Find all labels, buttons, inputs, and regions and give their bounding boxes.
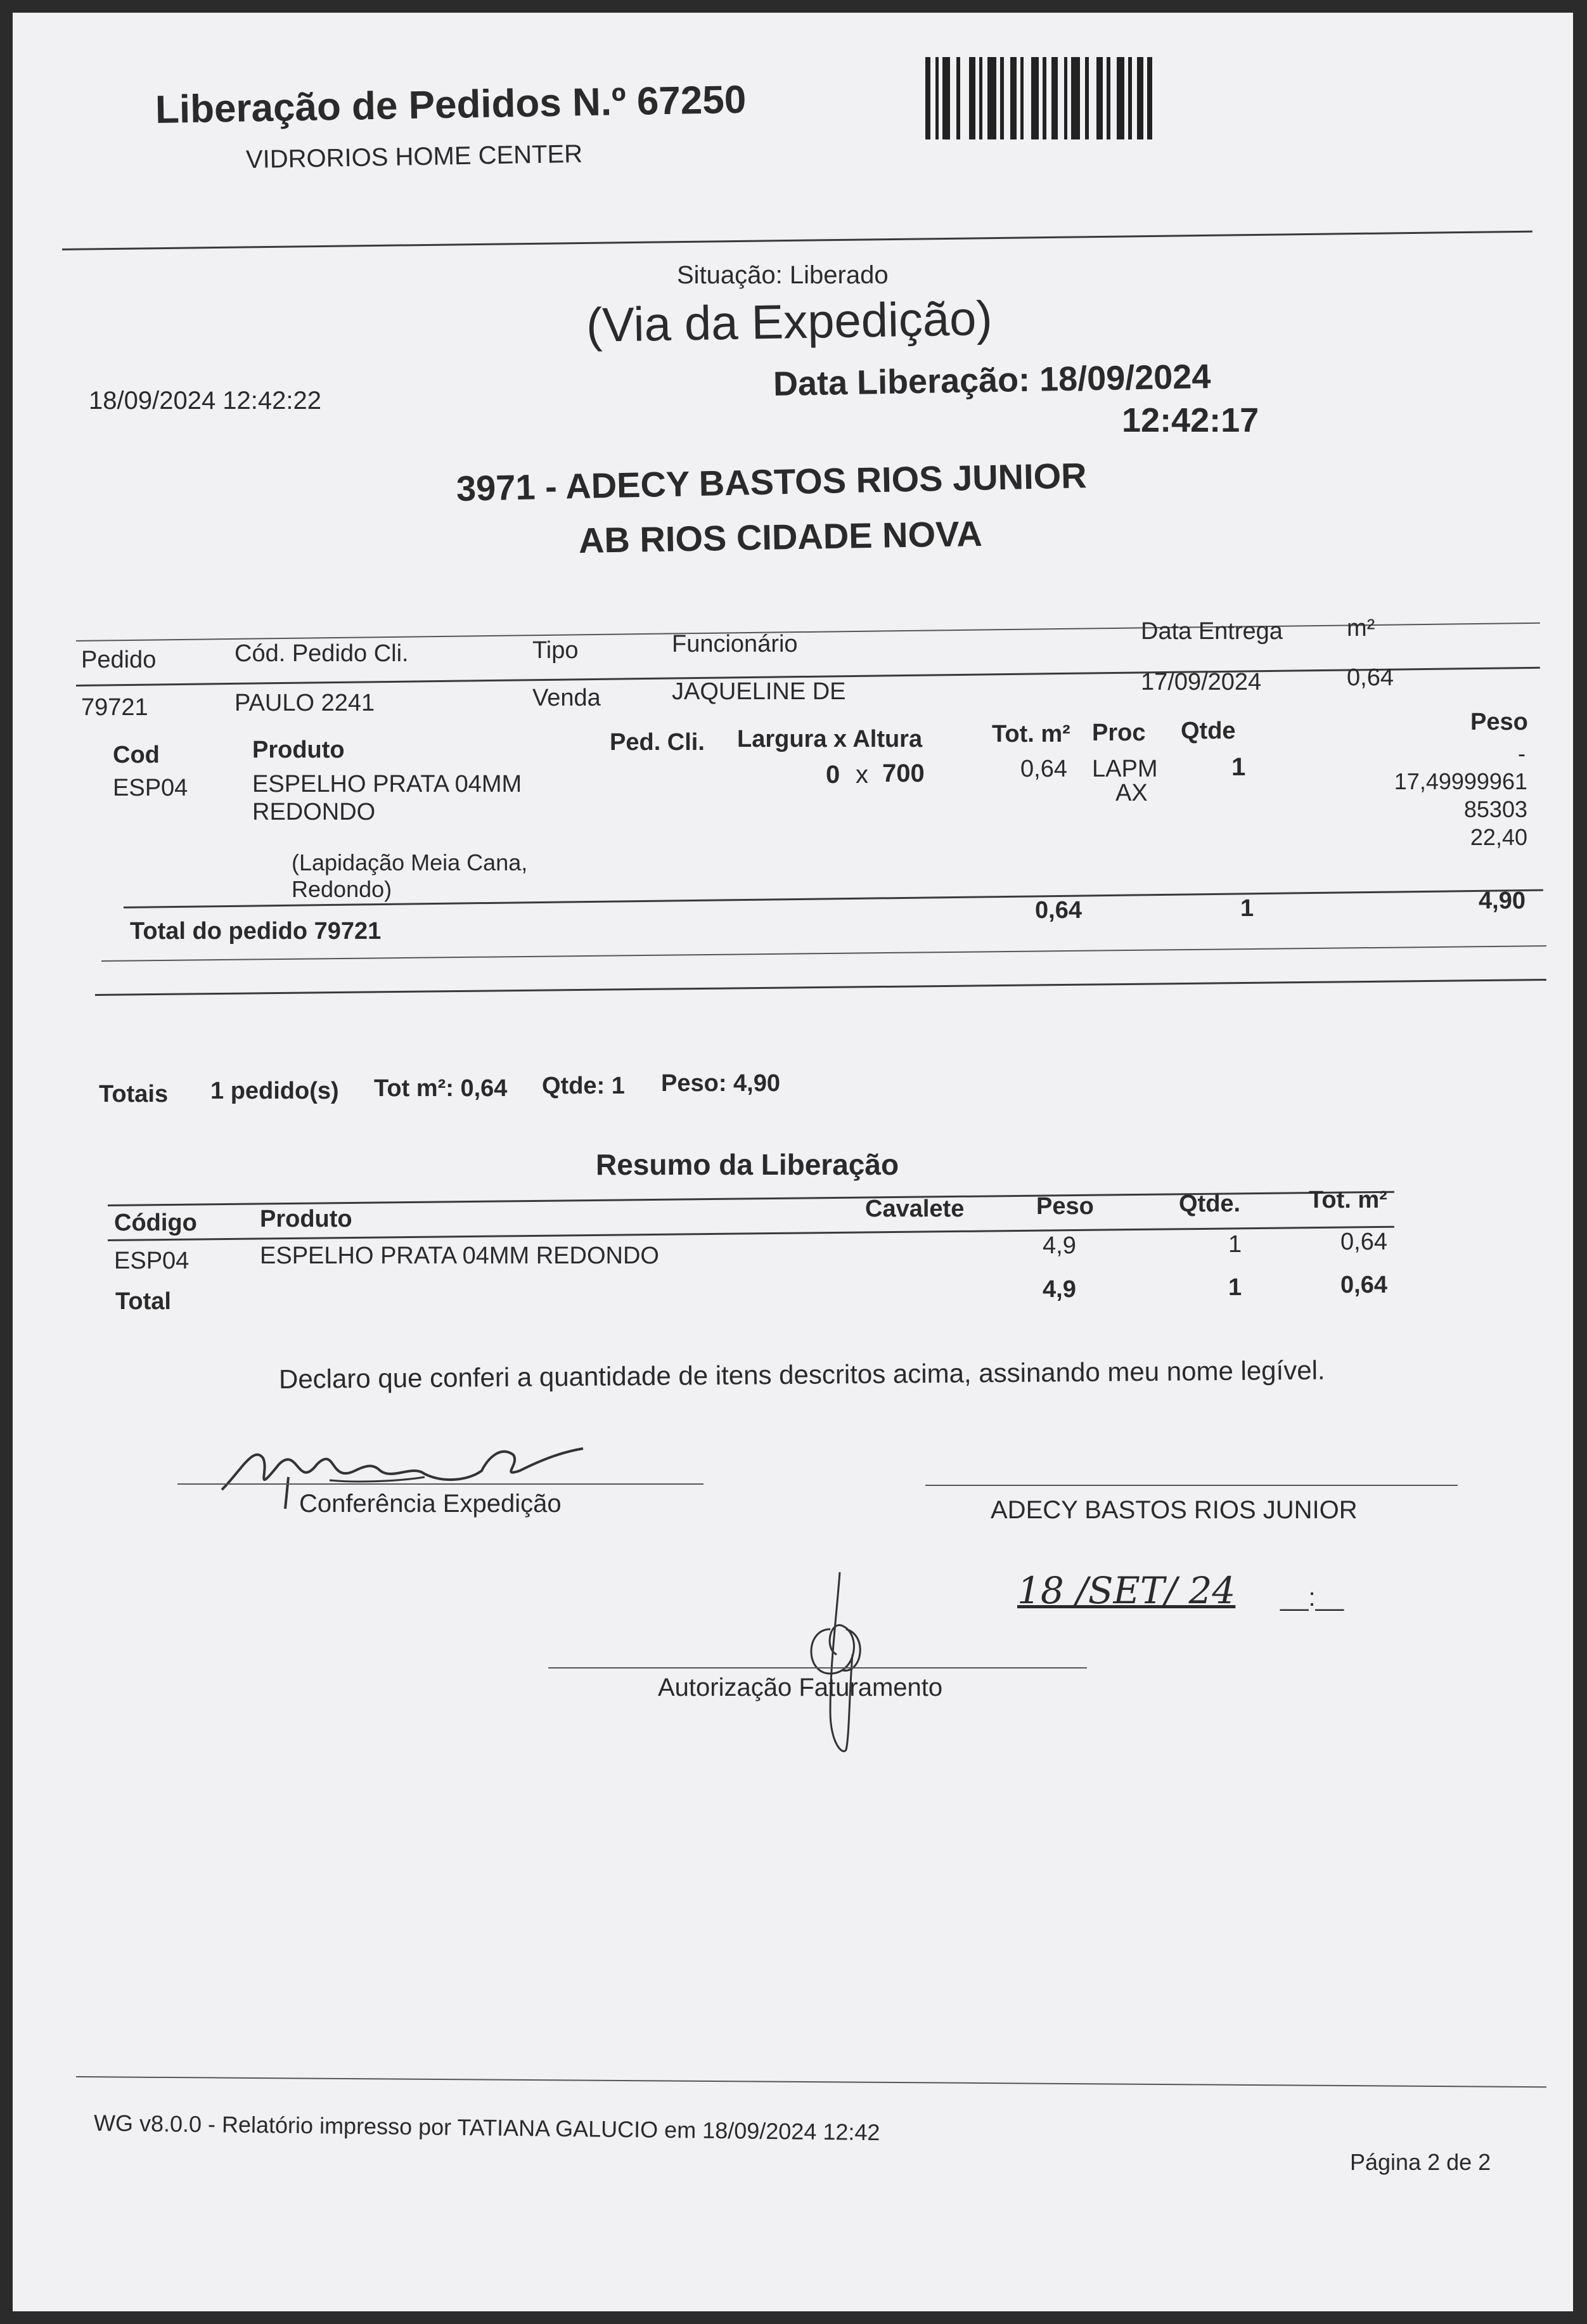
item-totm2-header: Tot. m² xyxy=(992,721,1070,747)
summary-row-product: ESPELHO PRATA 04MM REDONDO xyxy=(260,1243,659,1269)
item-cod-header: Cod xyxy=(113,742,160,768)
client-store: AB RIOS CIDADE NOVA xyxy=(578,513,983,560)
summary-title: Resumo da Liberação xyxy=(596,1148,899,1181)
item-obs-line2: Redondo) xyxy=(292,876,392,902)
summary-cavalete-header: Cavalete xyxy=(865,1196,965,1222)
item-height: 700 xyxy=(882,759,925,787)
item-peso-header: Peso xyxy=(1470,709,1528,735)
order-client-code: PAULO 2241 xyxy=(235,690,375,716)
order-m2: 0,64 xyxy=(1347,664,1394,691)
order-number: 79721 xyxy=(81,694,148,721)
summary-row-weight: 4,9 xyxy=(1043,1232,1076,1259)
client-signature-line xyxy=(925,1485,1458,1486)
declaration-text: Declaro que conferi a quantidade de itens descritos acima, assinando meu nome legível. xyxy=(278,1355,1325,1394)
item-code: ESP04 xyxy=(113,775,188,801)
item-proc-header: Proc xyxy=(1092,720,1146,746)
totals-orders: 1 pedido(s) xyxy=(210,1078,339,1104)
summary-row-qty: 1 xyxy=(1228,1231,1242,1258)
order-total-label: Total do pedido 79721 xyxy=(130,918,382,945)
item-obs-line1: (Lapidação Meia Cana, xyxy=(292,849,528,875)
page-number: Página 2 de 2 xyxy=(1350,2149,1491,2175)
authorization-signature-line xyxy=(548,1667,1087,1669)
col-pedido-header: Pedido xyxy=(81,647,157,673)
summary-produto-header: Produto xyxy=(260,1206,352,1232)
print-datetime: 18/09/2024 12:42:22 xyxy=(89,387,322,415)
totals-qty: Qtde: 1 xyxy=(542,1073,625,1099)
order-total-peso: 4,90 xyxy=(1479,888,1526,914)
order-total-qty: 1 xyxy=(1240,895,1254,922)
col-tipo-header: Tipo xyxy=(532,637,579,664)
footer-rule xyxy=(76,2076,1546,2088)
status-text: Situação: Liberado xyxy=(677,261,889,289)
summary-qtde-header: Qtde. xyxy=(1179,1191,1241,1217)
item-qty: 1 xyxy=(1231,753,1246,781)
order-total-m2: 0,64 xyxy=(1035,897,1082,924)
client-signature-name: ADECY BASTOS RIOS JUNIOR xyxy=(991,1496,1358,1524)
item-totm2: 0,64 xyxy=(1020,756,1067,782)
order-section-bottom-rule xyxy=(95,979,1546,996)
summary-total-label: Total xyxy=(115,1288,171,1315)
item-dimensions-header: Largura x Altura xyxy=(737,726,923,752)
order-delivery-date: 17/09/2024 xyxy=(1141,669,1262,695)
footer-printed-by: WG v8.0.0 - Relatório impresso por TATIANA GALUCIO em 18/09/2024 12:42 xyxy=(93,2110,880,2146)
col-cod-pedido-cli-header: Cód. Pedido Cli. xyxy=(235,640,409,667)
via-label: (Via da Expedição) xyxy=(586,291,993,352)
conference-label: Conferência Expedição xyxy=(299,1490,562,1518)
summary-row-m2: 0,64 xyxy=(1340,1229,1387,1255)
release-time: 12:42:17 xyxy=(1122,401,1259,439)
item-peso-line2: 17,49999961 xyxy=(1394,768,1527,794)
summary-total-qty: 1 xyxy=(1228,1274,1242,1301)
col-funcionario-header: Funcionário xyxy=(672,631,798,657)
document-page xyxy=(13,13,1573,2311)
summary-peso-header: Peso xyxy=(1036,1193,1094,1220)
col-data-entrega-header: Data Entrega xyxy=(1141,618,1283,645)
release-date: Data Liberação: 18/09/2024 xyxy=(773,357,1211,403)
document-title: Liberação de Pedidos N.º 67250 xyxy=(155,77,747,132)
item-proc-line1: LAPM xyxy=(1092,756,1158,782)
item-qtde-header: Qtde xyxy=(1181,718,1236,744)
summary-total-weight: 4,9 xyxy=(1043,1276,1076,1303)
totals-weight: Peso: 4,90 xyxy=(661,1070,780,1097)
item-peso-line1: - xyxy=(1518,740,1526,766)
item-produto-header: Produto xyxy=(252,737,345,763)
time-blank: __:__ xyxy=(1280,1584,1344,1611)
col-m2-header: m² xyxy=(1347,615,1375,642)
totals-label: Totais xyxy=(99,1081,169,1107)
client-name: 3971 - ADECY BASTOS RIOS JUNIOR xyxy=(456,455,1088,508)
item-times: x xyxy=(856,761,868,789)
item-peso-line4: 22,40 xyxy=(1470,824,1527,850)
summary-row-code: ESP04 xyxy=(114,1248,190,1274)
totals-m2: Tot m²: 0,64 xyxy=(374,1075,508,1102)
item-pedcli-header: Ped. Cli. xyxy=(610,729,705,756)
order-header-top-rule xyxy=(76,623,1540,642)
authorization-label: Autorização Faturamento xyxy=(658,1674,943,1701)
order-employee: JAQUELINE DE xyxy=(672,678,846,705)
barcode xyxy=(925,57,1160,139)
item-width: 0 xyxy=(826,761,840,789)
handwritten-date: 18 /SET/ 24 xyxy=(1017,1569,1236,1612)
item-proc-line2: AX xyxy=(1115,780,1148,806)
header-divider xyxy=(62,231,1532,250)
summary-codigo-header: Código xyxy=(114,1210,197,1236)
item-peso-line3: 85303 xyxy=(1463,796,1527,822)
order-type: Venda xyxy=(532,685,601,711)
item-product-line2: REDONDO xyxy=(252,799,376,825)
conference-signature-line xyxy=(177,1483,704,1485)
order-section-rule xyxy=(101,945,1546,962)
company-name: VIDRORIOS HOME CENTER xyxy=(245,139,583,174)
item-product-line1: ESPELHO PRATA 04MM xyxy=(252,771,522,797)
summary-total-m2: 0,64 xyxy=(1340,1272,1387,1298)
summary-totm2-header: Tot. m² xyxy=(1309,1187,1387,1213)
